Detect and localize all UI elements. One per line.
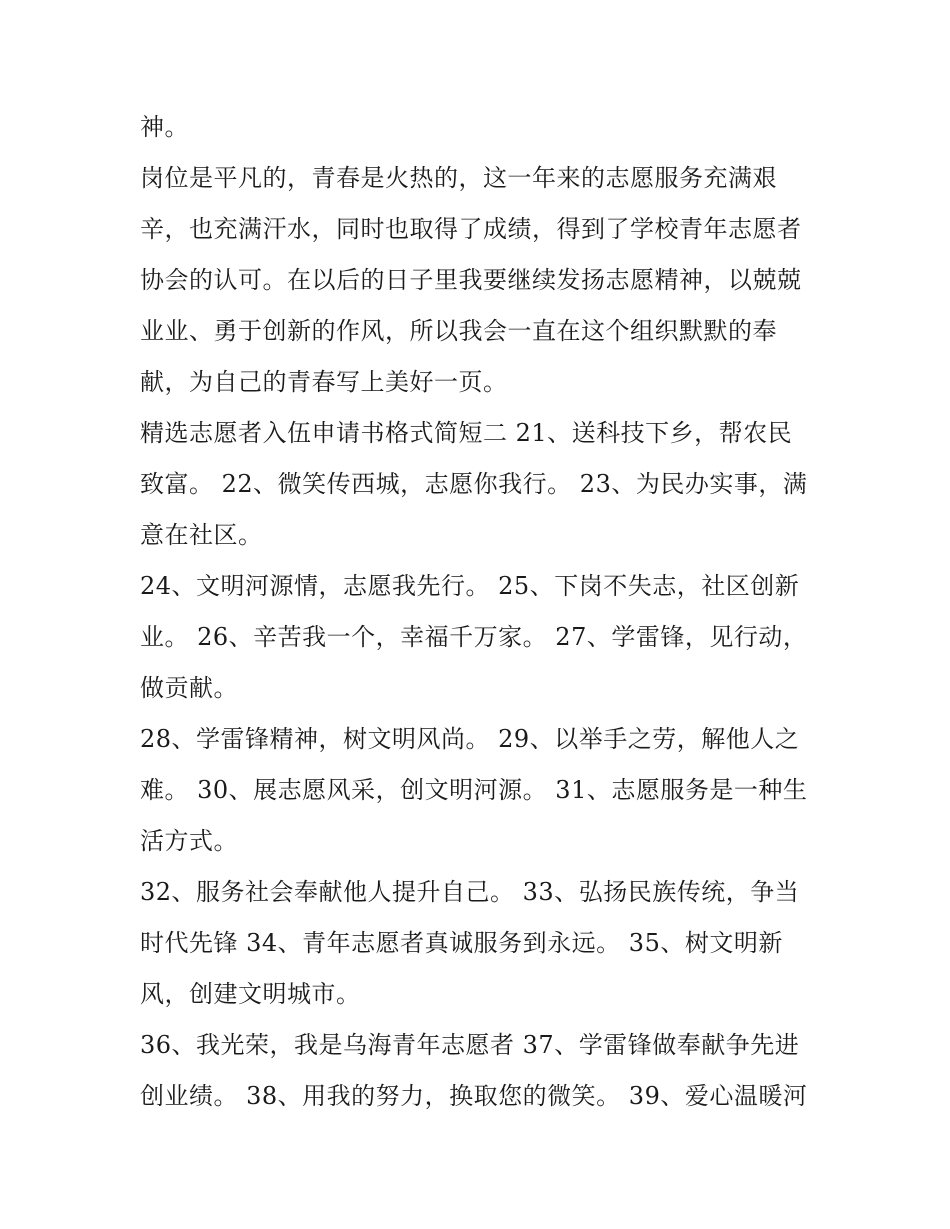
text-line: 活方式。 xyxy=(140,827,238,855)
text-line: 32、服务社会奉献他人提升自己。 33、弘扬民族传统，争当 xyxy=(140,878,800,906)
text-line: 致富。 22、微笑传西城，志愿你我行。 23、为民办实事，满 xyxy=(140,470,808,498)
text-line: 献，为自己的青春写上美好一页。 xyxy=(140,368,508,396)
text-line: 协会的认可。在以后的日子里我要继续发扬志愿精神，以兢兢 xyxy=(140,266,802,294)
text-line: 创业绩。 38、用我的努力，换取您的微笑。 39、爱心温暖河 xyxy=(140,1082,808,1110)
text-line: 难。 30、展志愿风采，创文明河源。 31、志愿服务是一种生 xyxy=(140,776,808,804)
text-line: 28、学雷锋精神，树文明风尚。 29、以举手之劳，解他人之 xyxy=(140,725,800,753)
text-line: 神。 xyxy=(140,113,189,141)
text-line: 36、我光荣，我是乌海青年志愿者 37、学雷锋做奉献争先进 xyxy=(140,1031,800,1059)
text-line: 业。 26、辛苦我一个，幸福千万家。 27、学雷锋，见行动， xyxy=(140,623,808,651)
document-body xyxy=(140,102,820,1122)
text-line: 岗位是平凡的，青春是火热的，这一年来的志愿服务充满艰 xyxy=(140,164,777,192)
text-line: 做贡献。 xyxy=(140,674,238,702)
text-line: 意在社区。 xyxy=(140,521,263,549)
text-line: 24、文明河源情，志愿我先行。 25、下岗不失志，社区创新 xyxy=(140,572,800,600)
text-line: 辛，也充满汗水，同时也取得了成绩，得到了学校青年志愿者 xyxy=(140,215,802,243)
text-line: 时代先锋 34、青年志愿者真诚服务到永远。 35、树文明新 xyxy=(140,929,783,957)
text-line: 风，创建文明城市。 xyxy=(140,980,361,1008)
text-line: 精选志愿者入伍申请书格式简短二 21、送科技下乡，帮农民 xyxy=(140,419,793,447)
text-line: 业业、勇于创新的作风，所以我会一直在这个组织默默的奉 xyxy=(140,317,777,345)
